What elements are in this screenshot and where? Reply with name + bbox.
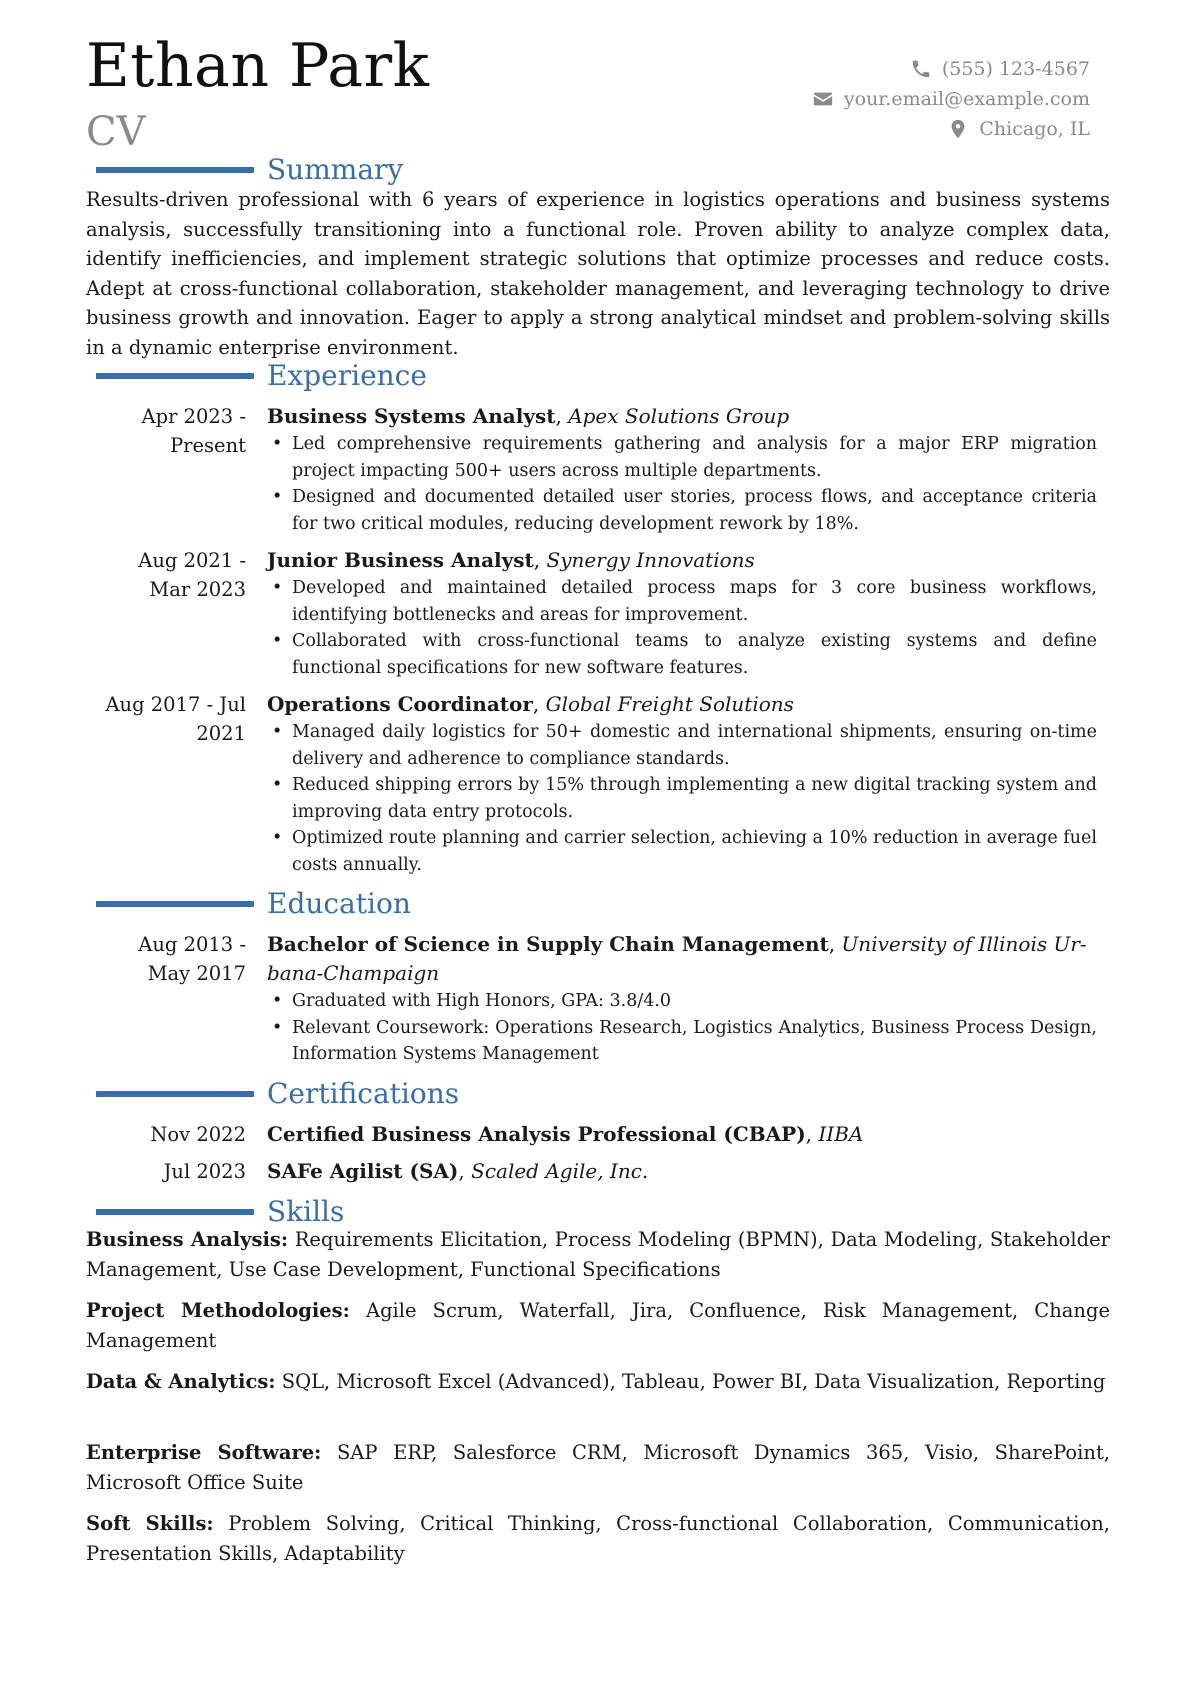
- issuer: Scaled Agile, Inc.: [471, 1159, 649, 1183]
- skill-list: Agile Scrum, Waterfall, Jira, Confluence, Risk Management, Change Management: [86, 1299, 1110, 1352]
- section-title: Education: [267, 887, 411, 920]
- contact-location: [812, 114, 1090, 144]
- entry-heading: Junior Business Analyst, Synergy Innovations: [267, 548, 755, 572]
- entry-bullets: [267, 988, 1097, 1068]
- skill-label: Data & Analytics:: [86, 1370, 276, 1393]
- skill-list: Problem Solving, Critical Thinking, Cross-functional Collaboration, Communication, Presentation Skills, Adaptability: [86, 1512, 1110, 1565]
- entry-heading: Certified Business Analysis Professional (CBAP), IIBA: [267, 1122, 864, 1146]
- certification-title: SAFe Agilist (SA): [267, 1159, 459, 1183]
- entry-bullets: [267, 431, 1097, 537]
- section-title: Certifications: [267, 1077, 460, 1110]
- skill-list: SAP ERP, Salesforce CRM, Microsoft Dynamics 365, Visio, SharePoint, Microsoft Office Suite: [86, 1441, 1110, 1494]
- contact-phone: [812, 54, 1090, 84]
- employer: Apex Solutions Group: [568, 404, 790, 428]
- section-rule: [96, 373, 254, 379]
- contact-email: [812, 84, 1090, 114]
- phone-icon: [910, 58, 932, 80]
- issuer: IIBA: [818, 1122, 864, 1146]
- skill-label: Enterprise Software:: [86, 1441, 322, 1464]
- job-title: Operations Coordinator: [267, 692, 533, 716]
- skill-list: Requirements Elicitation, Process Modeling (BPMN), Data Modeling, Stakeholder Management, Use Case Development, Functional Specifications: [86, 1228, 1110, 1281]
- list-item: • Collaborated with cross-functional teams to analyze existing systems and define functional specifications for new software features.: [267, 628, 1097, 681]
- entry-date: Jul 2023: [163, 1160, 246, 1183]
- list-item: • Reduced shipping errors by 15% through implementing a new digital tracking system and improving data entry protocols.: [267, 772, 1097, 825]
- section-rule: [96, 1209, 254, 1215]
- job-title: Junior Business Analyst: [267, 548, 534, 572]
- candidate-name: Ethan Park: [86, 31, 430, 101]
- skill-label: Project Methodologies:: [86, 1299, 350, 1322]
- degree-title: Bachelor of Science in Supply Chain Management: [267, 932, 829, 956]
- skill-group: [86, 1367, 1110, 1397]
- skill-list: SQL, Microsoft Excel (Advanced), Tableau, Power BI, Data Visualization, Reporting: [281, 1370, 1106, 1393]
- employer: Global Freight Solutions: [545, 692, 794, 716]
- skill-group: [86, 1225, 1110, 1284]
- entry-heading: Business Systems Analyst, Apex Solutions Group: [267, 404, 790, 428]
- entry-heading: Operations Coordinator, Global Freight Solutions: [267, 692, 794, 716]
- skill-group: [86, 1438, 1110, 1497]
- entry-date: Aug 2013 - May 2017: [138, 933, 246, 985]
- list-item: • Optimized route planning and carrier selection, achieving a 10% reduction in average fuel costs annually.: [267, 825, 1097, 878]
- email-address[interactable]: your.email@example.com: [843, 88, 1090, 110]
- section-rule: [96, 167, 254, 173]
- location-text: Chicago, IL: [979, 118, 1090, 140]
- entry-date: Apr 2023 - Present: [141, 405, 246, 457]
- skill-group: [86, 1509, 1110, 1568]
- map-pin-icon: [947, 118, 969, 140]
- contact-block: [812, 54, 1090, 144]
- list-item: • Led comprehensive requirements gathering and analysis for a major ERP migration project impacting 500+ users across multiple departments.: [267, 431, 1097, 484]
- entry-date: Aug 2017 - Jul 2021: [105, 693, 246, 745]
- entry-heading-continued: bana-Champaign: [267, 961, 440, 985]
- phone-number[interactable]: (555) 123-4567: [941, 58, 1090, 80]
- section-rule: [96, 1091, 254, 1097]
- entry-bullets: [267, 575, 1097, 681]
- list-item: • Developed and maintained detailed process maps for 3 core business workflows, identifying bottlenecks and areas for improvement.: [267, 575, 1097, 628]
- entry-date: Aug 2021 - Mar 2023: [138, 549, 246, 601]
- section-title: Experience: [267, 359, 427, 392]
- entry-heading: SAFe Agilist (SA), Scaled Agile, Inc.: [267, 1159, 649, 1183]
- section-rule: [96, 901, 254, 907]
- entry-date: Nov 2022: [150, 1123, 246, 1146]
- section-title: Skills: [267, 1195, 345, 1228]
- skill-label: Business Analysis:: [86, 1228, 289, 1251]
- document-subtitle: CV: [86, 109, 146, 155]
- skill-label: Soft Skills:: [86, 1512, 214, 1535]
- entry-bullets: [267, 719, 1097, 878]
- skill-group: [86, 1296, 1110, 1355]
- institution: University of Illinois Ur-: [841, 932, 1087, 956]
- list-item: • Designed and documented detailed user stories, process flows, and acceptance criteria for two critical modules, reducing development rework by 18%.: [267, 484, 1097, 537]
- job-title: Business Systems Analyst: [267, 404, 556, 428]
- list-item: • Relevant Coursework: Operations Research, Logistics Analytics, Business Process Design, Information Systems Management: [267, 1015, 1097, 1068]
- list-item: • Graduated with High Honors, GPA: 3.8/4.0: [267, 988, 1097, 1015]
- list-item: • Managed daily logistics for 50+ domestic and international shipments, ensuring on-time delivery and adherence to compliance standards.: [267, 719, 1097, 772]
- section-title: Summary: [267, 153, 404, 186]
- summary-text: Results-driven professional with 6 years of experience in logistics operations and business systems analysis, successfully transitioning into a functional role. Proven ability to analyze complex data, identify inefficiencies, and implement strategic solutions that optimize processes and reduce costs. Adept at cross-functional collaboration, stakeholder management, and leveraging technology to drive business growth and innovation. Eager to apply a strong analytical mindset and problem-solving skills in a dynamic enterprise environment.: [86, 188, 1110, 359]
- certification-title: Certified Business Analysis Professional (CBAP): [267, 1122, 806, 1146]
- envelope-icon: [812, 88, 834, 110]
- entry-heading: Bachelor of Science in Supply Chain Management, University of Illinois Ur-: [267, 932, 1087, 956]
- employer: Synergy Innovations: [546, 548, 755, 572]
